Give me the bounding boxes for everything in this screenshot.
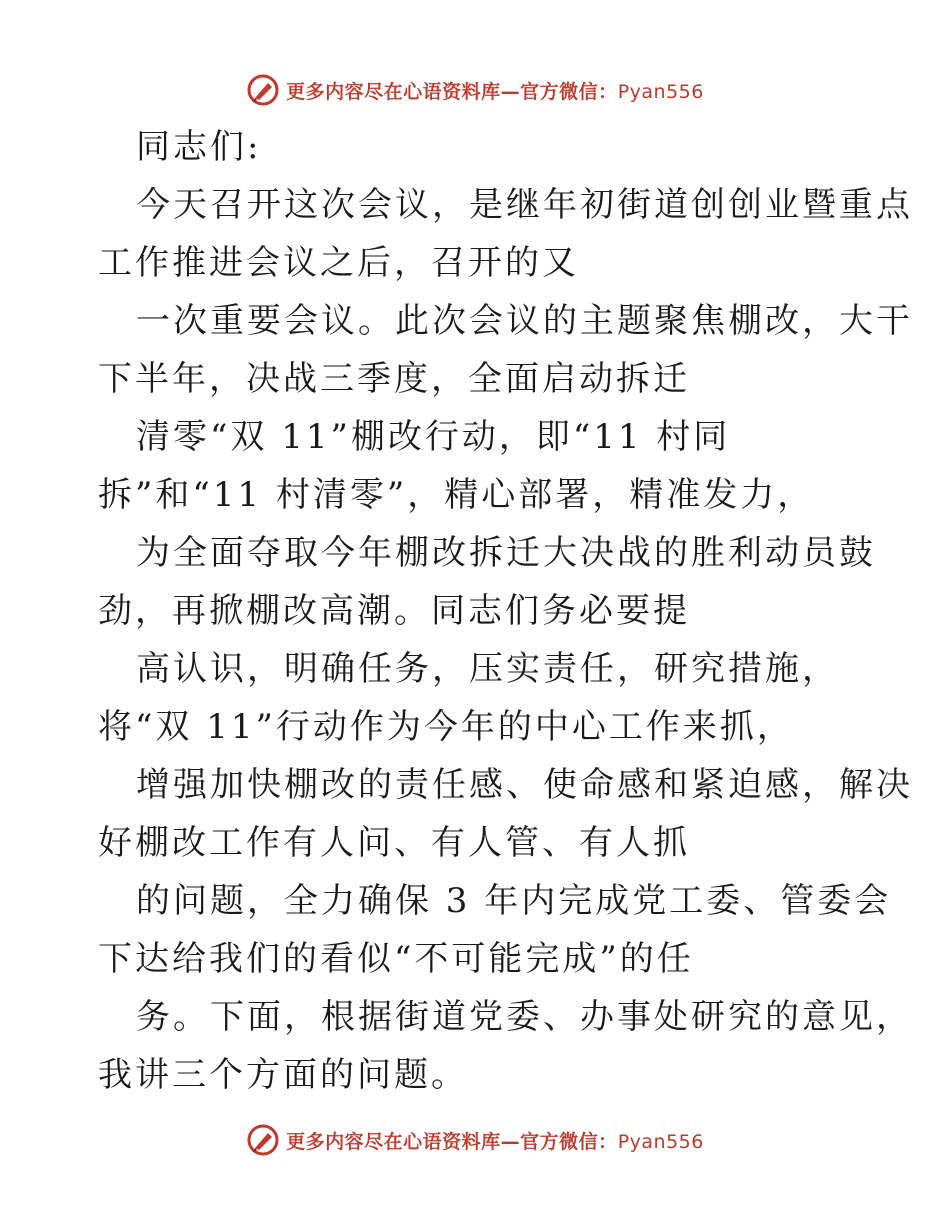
paragraph-line: 工作推进会议之后，召开的又 — [98, 243, 579, 283]
watermark-handle: Pyan556 — [617, 80, 704, 103]
pen-logo-icon — [246, 1123, 280, 1157]
paragraph-line: 将“双 11”行动作为今年的中心工作来抓， — [98, 707, 794, 747]
watermark-dash: — — [500, 80, 521, 103]
paragraph-line: 好棚改工作有人问、有人管、有人抓 — [98, 823, 690, 863]
watermark-main: 更多内容尽在心语资料库 — [286, 1130, 501, 1153]
watermark-handle: Pyan556 — [617, 1130, 704, 1153]
header-watermark — [0, 70, 950, 110]
paragraph-line: 我讲三个方面的问题。 — [98, 1055, 468, 1095]
paragraph-line: 今天召开这次会议，是继年初街道创创业暨重点 — [136, 185, 913, 225]
paragraph-line: 务。下面，根据街道党委、办事处研究的意见， — [136, 997, 913, 1037]
paragraph-line: 为全面夺取今年棚改拆迁大决战的胜利动员鼓 — [136, 533, 876, 573]
paragraph-line: 清零“双 11”棚改行动，即“11 村同 — [136, 417, 731, 457]
watermark-text — [286, 1127, 704, 1154]
paragraph-line: 一次重要会议。此次会议的主题聚焦棚改，大干 — [136, 301, 913, 341]
paragraph-line: 拆”和“11 村清零”，精心部署，精准发力， — [98, 475, 815, 515]
paragraph-line: 的问题，全力确保 3 年内完成党工委、管委会 — [136, 881, 892, 921]
watermark-text — [286, 77, 704, 104]
footer-watermark — [0, 1120, 950, 1160]
watermark-inner — [246, 73, 704, 107]
watermark-dash: — — [500, 1130, 521, 1153]
paragraph-line: 高认识，明确任务，压实责任，研究措施， — [136, 649, 839, 689]
watermark-label: 官方微信： — [520, 1130, 618, 1153]
paragraph-line: 下半年，决战三季度，全面启动拆迁 — [98, 359, 690, 399]
paragraph-line: 同志们: — [136, 127, 262, 167]
watermark-main: 更多内容尽在心语资料库 — [286, 80, 501, 103]
watermark-label: 官方微信： — [520, 80, 618, 103]
paragraph-line: 劲，再掀棚改高潮。同志们务必要提 — [98, 591, 690, 631]
paragraph-line: 增强加快棚改的责任感、使命感和紧迫感，解决 — [136, 765, 913, 805]
pen-logo-icon — [246, 73, 280, 107]
watermark-inner — [246, 1123, 704, 1157]
paragraph-line: 下达给我们的看似“不可能完成”的任 — [98, 939, 694, 979]
